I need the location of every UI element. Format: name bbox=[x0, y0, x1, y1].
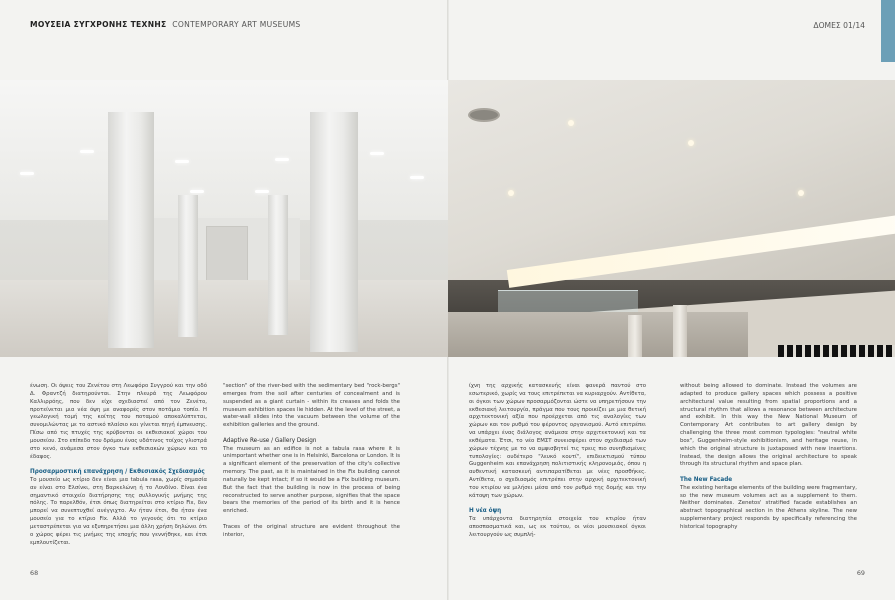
pillar bbox=[268, 195, 288, 335]
pillar bbox=[178, 195, 198, 337]
paragraph: The museum as an edifice is not a tabula rasa where it is unimportant whether one is in Helsinki, Barcelona or London. It is a significant element of the preservation of the city's collective memory. The past, as it is maintained in the Fix building cannot naturally be kept intact; if so it would be a Fix building museum. But the fact that the building is now in the process of being reconstructed to serve another purpose, signifies that the space bears the memories of the period of its birth and it is hence enriched. bbox=[223, 445, 400, 515]
ceiling bbox=[0, 80, 448, 220]
ceiling-light bbox=[190, 190, 204, 193]
floor bbox=[0, 280, 448, 357]
ceiling-spotlight bbox=[568, 120, 574, 126]
column bbox=[673, 305, 687, 357]
ceiling-light bbox=[370, 152, 384, 155]
ceiling-spotlight bbox=[688, 140, 694, 146]
text-column-4 bbox=[680, 383, 857, 539]
text-column-2 bbox=[223, 383, 400, 547]
ceiling-light bbox=[20, 172, 34, 175]
paragraph: ίχνη της αρχικής κατασκευής είναι φανερά παντού στο εσωτερικό, χωρίς να τους επιτρέπεται να κυριαρχούν. Αντίθετα, οι όγκοι των χώρων προσαρμόζονται ώστε να υπηρετήσουν την εκθεσιακή λειτουργία, πράγμα που τους προικίζει με μια θετική αρχιτεκτονική αξία που προέρχεται από τις αναλογίες των χώρων και τον ρυθμό του φέροντος οργανισμού. Αυτό επιτρέπει να υπάρχει ένας διάλογος ανάμεσα στην αρχιτεκτονική και τα εκθέματα. Έτσι, το νέο ΕΜΣΤ συνεισφέρει στον σχεδιασμό των χώρων τέχνης με το να αμφισβητεί τις τρεις πιο συνηθισμένες τυπολογίες: ουδέτερο "λευκό κουτί", επιδεικτισμού τύπου Guggenheim και επανάχρηση πολιτιστικής κληρονομιάς, όπου η αυθεντική κατασκευή αντιπαρατίθεται με νέες προσθήκες. Αντίθετα, ο σχεδιασμός επιτρέπει στην αρχική αρχιτεκτονική του κτιρίου να μιλήσει μέσα από τον ρυθμό της δομής και την κάτοψη των χώρων. bbox=[469, 383, 646, 499]
ceiling-light bbox=[255, 190, 269, 193]
window-band bbox=[778, 345, 895, 357]
subheading: Adaptive Re-use / Gallery Design bbox=[223, 437, 317, 444]
column bbox=[628, 315, 642, 357]
subheading: Προσαρμοστική επανάχρηση / Εκθεσιακός Σχεδιασμός bbox=[30, 469, 205, 476]
paragraph: The existing heritage elements of the building were fragmentary, so the new museum volumes act as a supplement to them. Neither dominates. Zenetos' stratified facade establishes an abstract topographical section in the Athens skyline. The new supplementary project responds by specifically referencing the historical topography bbox=[680, 484, 857, 530]
running-head bbox=[30, 20, 301, 29]
ceiling-light bbox=[275, 158, 289, 161]
ceiling-vent bbox=[468, 108, 500, 122]
paragraph: without being allowed to dominate. Instead the volumes are adapted to produce gallery spaces which possess a positive architectural value resulting from spatial proportions and a structural rhythm that allows a resonance between architecture and exhibit. In this way the New National Museum of Contemporary Art contributes to art gallery design by challenging the three most common typologies: "neutral white box", Guggenheim-style exhibitionism, and heritage reuse, in which the original structure is juxtaposed with new insertions. Instead, the design allows the original architecture to speak through its structural rhythm and space plan. bbox=[680, 383, 857, 468]
pillar bbox=[108, 112, 154, 348]
atrium-photo bbox=[448, 80, 895, 357]
paragraph: "section" of the river-bed with the sedimentary bed "rock-bergs" emerges from the soil after centuries of concealment and is suspended as a giant curtain - within its creases and folds the museum exhibition spaces lie hidden. At the level of the street, a water-wall slides into the vacuum between the volume of the exhibition galleries and the ground. bbox=[223, 383, 400, 429]
gallery-hall-photo bbox=[0, 80, 448, 357]
ceiling-light bbox=[80, 150, 94, 153]
paragraph: Traces of the original structure are evident throughout the interior, bbox=[223, 523, 400, 538]
section-tab bbox=[881, 0, 895, 62]
header-title-greek: ΜΟΥΣΕΙΑ ΣΥΓΧΡΟΝΗΣ ΤΕΧΝΗΣ bbox=[30, 20, 167, 29]
text-column-3 bbox=[469, 383, 646, 547]
subheading: The New Facade bbox=[680, 476, 733, 483]
ceiling-light bbox=[175, 160, 189, 163]
ceiling-spotlight bbox=[508, 190, 514, 196]
paragraph: ένωση. Οι όψεις του Ζενέτου στη Λεωφόρο Συγγρού και την οδό Δ. Φραντζή διατηρούνται. Στην πλευρά της Λεωφόρου Καλλιρρόης, που δεν είχε σχεδιαστεί από τον Ζενέτο, προτείνεται μια νέα όψη με αναφορές στον ποτάμιο τοπίο. Η γεωλογική τομή της κοίτης του ποταμού αποκαλύπτεται, συνομιλώντας με το αστικό πλαίσιο και γίνεται πηγή έμπνευσης. Πίσω από τις πτυχές της κρύβονται οι εκθεσιακοί χώροι του μουσείου. Στο επίπεδο του δρόμου ένας υδάτινος τοίχος γλιστρά στο κενό, ανάμεσα στον όγκο των εκθεσιακών χώρων και το έδαφος. bbox=[30, 383, 207, 460]
ceiling-light bbox=[410, 176, 424, 179]
subheading: Η νέα όψη bbox=[469, 508, 502, 515]
issue-label: ΔΟΜΕΣ 01/14 bbox=[813, 21, 865, 30]
paragraph: Το μουσείο ως κτίριο δεν είναι μια tabula rasa, χωρίς σημασία αν είναι στο Ελσίνκι, στη Βαρκελώνη ή το Λονδίνο. Είναι ένα σημαντικό στοιχείο διατήρησης της συλλογικής μνήμης της πόλης. Το παρελθόν, έτσι όπως διατηρείται στο κτίριο Fix, δεν μπορεί να συνεπτυχθεί ανέγγιχτο. Αν ήταν έτσι, θα ήταν ένα μουσείο για το κτίριο Fix. Αλλά το γεγονός ότι το κτίριο μεταστρέπεται για να εξυπηρετήσει μια άλλη χρήση δηλώνει ότι ο χώρος φέρει τις μνήμες της εποχής που γεννήθηκε, και έτσι εμπλουτίζεται. bbox=[30, 476, 207, 546]
page-number-right: 69 bbox=[856, 569, 865, 577]
text-column-1 bbox=[30, 383, 207, 555]
pillar bbox=[310, 112, 358, 352]
page-number-left: 68 bbox=[30, 569, 39, 577]
header-title-english: CONTEMPORARY ART MUSEUMS bbox=[172, 20, 301, 29]
balcony-floor bbox=[448, 312, 748, 357]
paragraph: Τα υπάρχοντα διατηρητέα στοιχεία του κτιρίου ήταν αποσπασματικά και, ως εκ τούτου, οι νέοι μουσειακοί όγκοι λειτουργούν ως συμπλή- bbox=[469, 516, 646, 538]
ceiling-spotlight bbox=[798, 190, 804, 196]
